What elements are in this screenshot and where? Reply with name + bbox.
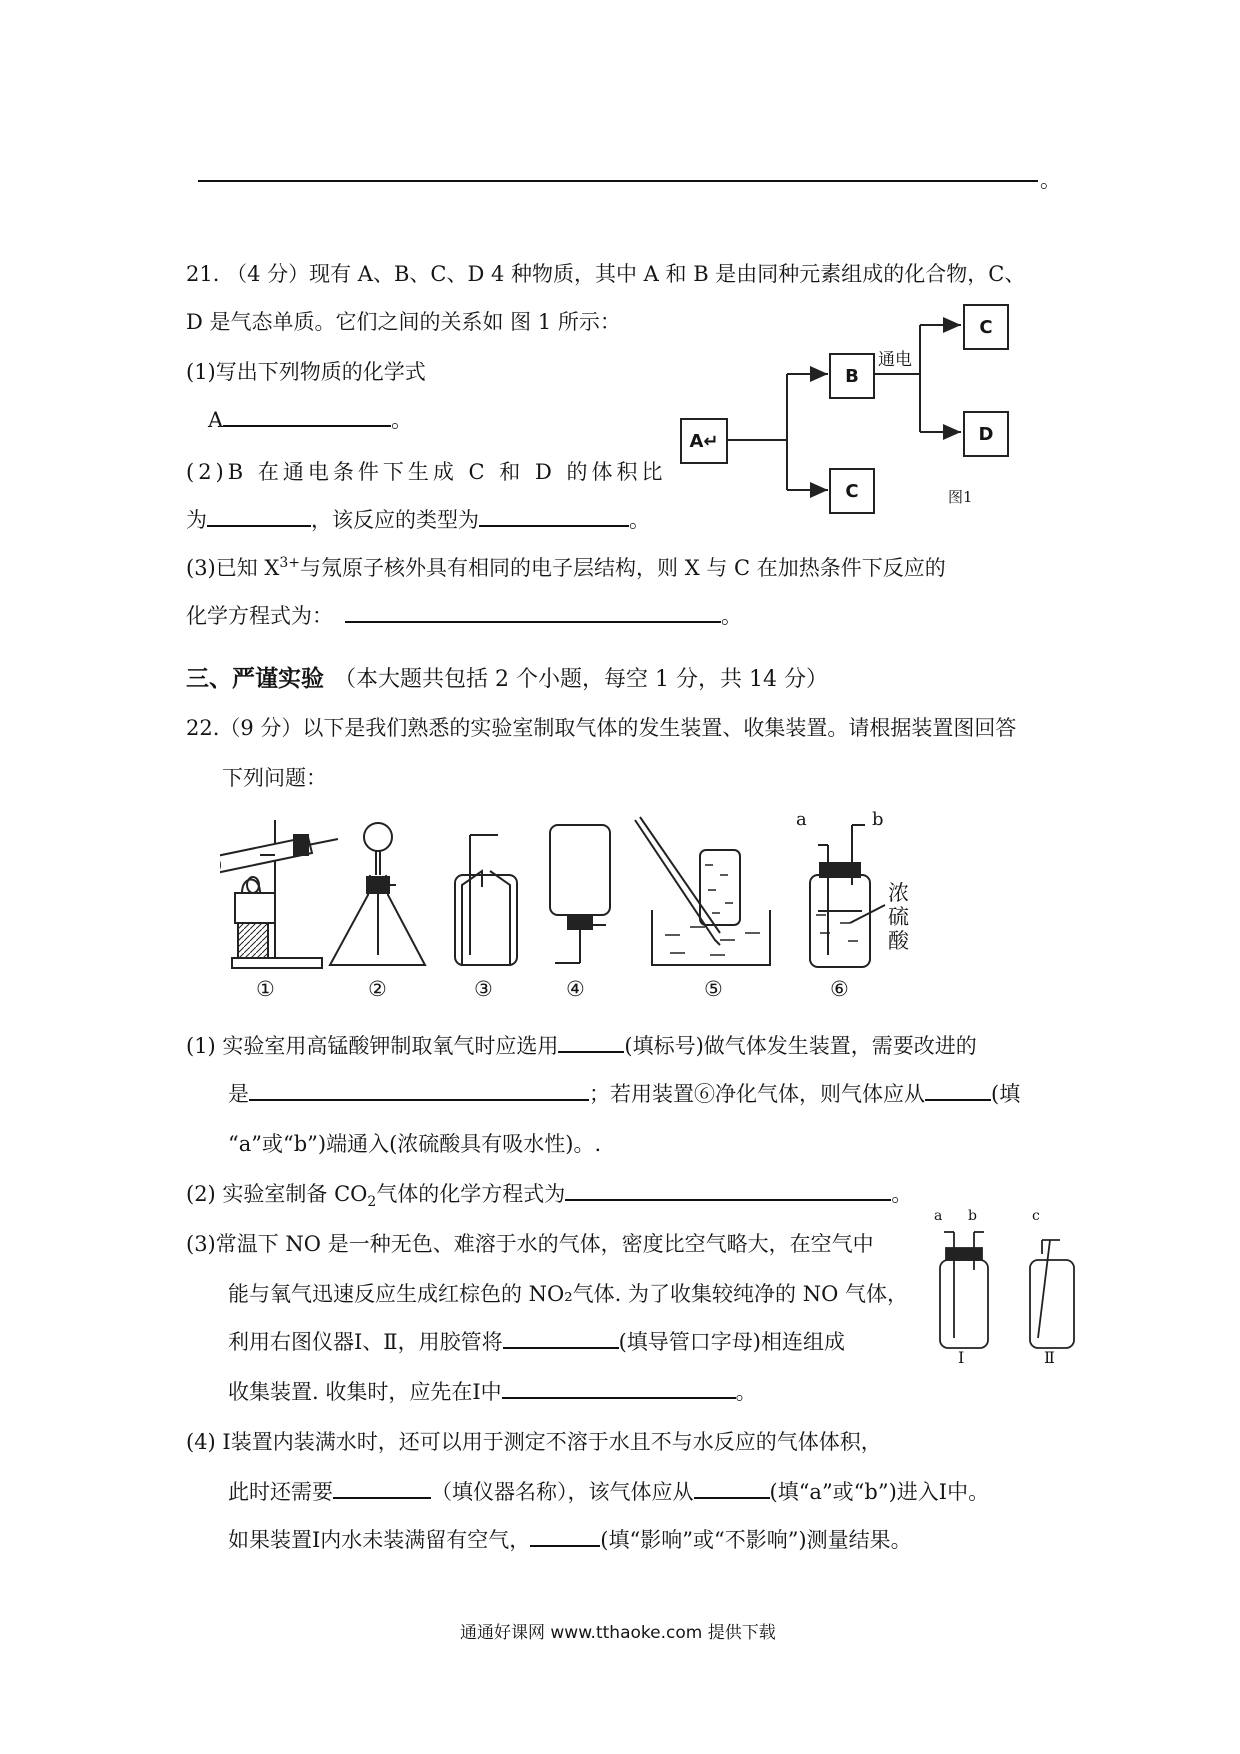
q22-part2: (2) 实验室制备 $CO_2$气体的化学方程式为 。 bbox=[186, 1182, 913, 1211]
box-c-bottom: C bbox=[829, 468, 875, 514]
acid-label-2: 硫 bbox=[888, 905, 909, 929]
section-3-title: 三、严谨实验 （本大题共包括 2 个小题，每空 1 分，共 14 分） bbox=[186, 665, 828, 692]
figure-1-caption: 图1 bbox=[948, 488, 973, 506]
q21-answer-a-blank[interactable] bbox=[223, 407, 391, 427]
box-c-top: C bbox=[963, 304, 1009, 350]
apparatus-6-port-a: a bbox=[796, 809, 807, 830]
box-d: D bbox=[963, 411, 1009, 457]
apparatus-label-3: ③ bbox=[474, 977, 493, 1001]
q22-part1-line2: 是 ；若用装置⑥净化气体，则气体应从 (填 bbox=[228, 1082, 1021, 1106]
apparatus-label-5: ⑤ bbox=[704, 977, 723, 1001]
apparatus-4-inverted-bottle bbox=[550, 825, 610, 963]
acid-label-1: 浓 bbox=[888, 881, 909, 905]
q22-part3-line4: 收集装置. 收集时，应先在Ⅰ中 。 bbox=[228, 1380, 757, 1404]
q21-part3-line1: (3)已知 $X^{3+}$与氖原子核外具有相同的电子层结构，则 X 与 C 在加热条件下反应的 bbox=[186, 555, 946, 580]
generator-choice-blank[interactable] bbox=[558, 1033, 624, 1053]
first-step-blank[interactable] bbox=[502, 1379, 736, 1399]
co2-equation-blank[interactable] bbox=[565, 1181, 891, 1201]
q21-part2-line2: 为 ，该反应的类型为 。 bbox=[186, 508, 650, 532]
apparatus-1-heating bbox=[220, 820, 338, 968]
q21-line2: D 是气态单质。它们之间的关系如 图 1 所示： bbox=[186, 310, 621, 334]
q21-label-a: A bbox=[208, 408, 224, 432]
footer-source[interactable]: 通通好课网 www.tthaoke.com 提供下载 bbox=[460, 1623, 776, 1643]
bottle-1 bbox=[940, 1232, 988, 1348]
apparatus-label-4: ④ bbox=[566, 977, 585, 1001]
gas-inlet-blank[interactable] bbox=[694, 1479, 770, 1499]
acid-label-3: 酸 bbox=[888, 929, 909, 953]
top-answer-line bbox=[198, 180, 1038, 182]
instrument-name-blank[interactable] bbox=[333, 1479, 431, 1499]
bottles-drawing bbox=[920, 1220, 1120, 1370]
apparatus-figure bbox=[220, 809, 1020, 1015]
q22-part1-line1: (1) 实验室用高锰酸钾制取氧气时应选用 (填标号)做气体发生装置，需要改进的 bbox=[186, 1034, 977, 1058]
improvement-blank[interactable] bbox=[249, 1081, 589, 1101]
q21-part1-answer: A 。 bbox=[208, 408, 413, 432]
volume-ratio-blank[interactable] bbox=[207, 507, 311, 527]
bottle-2-port-c: c bbox=[1032, 1208, 1040, 1224]
apparatus-5-water-trough bbox=[635, 817, 770, 965]
bottles-figure bbox=[920, 1208, 1120, 1370]
inlet-port-blank[interactable] bbox=[925, 1081, 991, 1101]
reaction-type-blank[interactable] bbox=[479, 507, 629, 527]
apparatus-6-wash-bottle bbox=[810, 825, 885, 967]
bottle-2-label: Ⅱ bbox=[1044, 1348, 1055, 1367]
bottle-1-port-b: b bbox=[968, 1208, 977, 1224]
q22-part1-line3: “a”或“b”)端通入(浓硫酸具有吸水性)。. bbox=[228, 1132, 602, 1156]
q22-line1: 22.（9 分）以下是我们熟悉的实验室制取气体的发生装置、收集装置。请根据装置图回答 bbox=[186, 716, 1017, 740]
section-3-note: （本大题共包括 2 个小题，每空 1 分，共 14 分） bbox=[334, 667, 828, 692]
q22-part3-line1: (3)常温下 NO 是一种无色、难溶于水的气体，密度比空气略大，在空气中 bbox=[186, 1232, 874, 1256]
effect-blank[interactable] bbox=[530, 1527, 600, 1547]
apparatus-6-port-b: b bbox=[872, 809, 884, 830]
q22-part4-line2: 此时还需要 （填仪器名称），该气体应从 (填“a”或“b”)进入Ⅰ中。 bbox=[228, 1480, 990, 1504]
q21-part3-line2: 化学方程式为： 。 bbox=[186, 604, 742, 628]
box-a: A↵ bbox=[680, 418, 728, 464]
q21-line1: 21. （4 分）现有 A、B、C、D 4 种物质，其中 A 和 B 是由同种元素组成的化合物，C、 bbox=[186, 262, 1026, 286]
bottle-1-port-a: a bbox=[934, 1208, 943, 1224]
electrolysis-label: 通电 bbox=[878, 350, 912, 370]
q22-line2: 下列问题： bbox=[222, 766, 327, 790]
figure-1-diagram bbox=[680, 315, 1020, 520]
q22-part4-line3: 如果装置Ⅰ内水未装满留有空气， (填“影响”或“不影响”)测量结果。 bbox=[228, 1528, 912, 1552]
apparatus-3-bottle bbox=[455, 835, 517, 965]
top-line-period: 。 bbox=[1040, 168, 1061, 192]
bottle-1-label: Ⅰ bbox=[958, 1348, 965, 1367]
tube-connection-blank[interactable] bbox=[503, 1329, 619, 1349]
q22-part4-line1: (4) Ⅰ装置内装满水时，还可以用于测定不溶于水且不与水反应的气体体积， bbox=[186, 1430, 882, 1454]
apparatus-label-6: ⑥ bbox=[830, 977, 849, 1001]
q22-part3-line2: 能与氧气迅速反应生成红棕色的 NO₂气体. 为了收集较纯净的 NO 气体， bbox=[228, 1282, 908, 1306]
q21-part2-line1: (2)B 在通电条件下生成 C 和 D 的体积比 bbox=[186, 460, 667, 484]
bottle-2 bbox=[1030, 1240, 1074, 1348]
apparatus-2-flask bbox=[330, 823, 425, 965]
q22-part3-line3: 利用右图仪器Ⅰ、Ⅱ，用胶管将 (填导管口字母)相连组成 bbox=[228, 1330, 845, 1354]
equation-x-c-blank[interactable] bbox=[345, 603, 721, 623]
apparatus-label-1: ① bbox=[256, 977, 275, 1001]
box-b: B bbox=[829, 353, 875, 399]
q21-part1-prompt: (1)写出下列物质的化学式 bbox=[186, 360, 426, 384]
apparatus-label-2: ② bbox=[368, 977, 387, 1001]
